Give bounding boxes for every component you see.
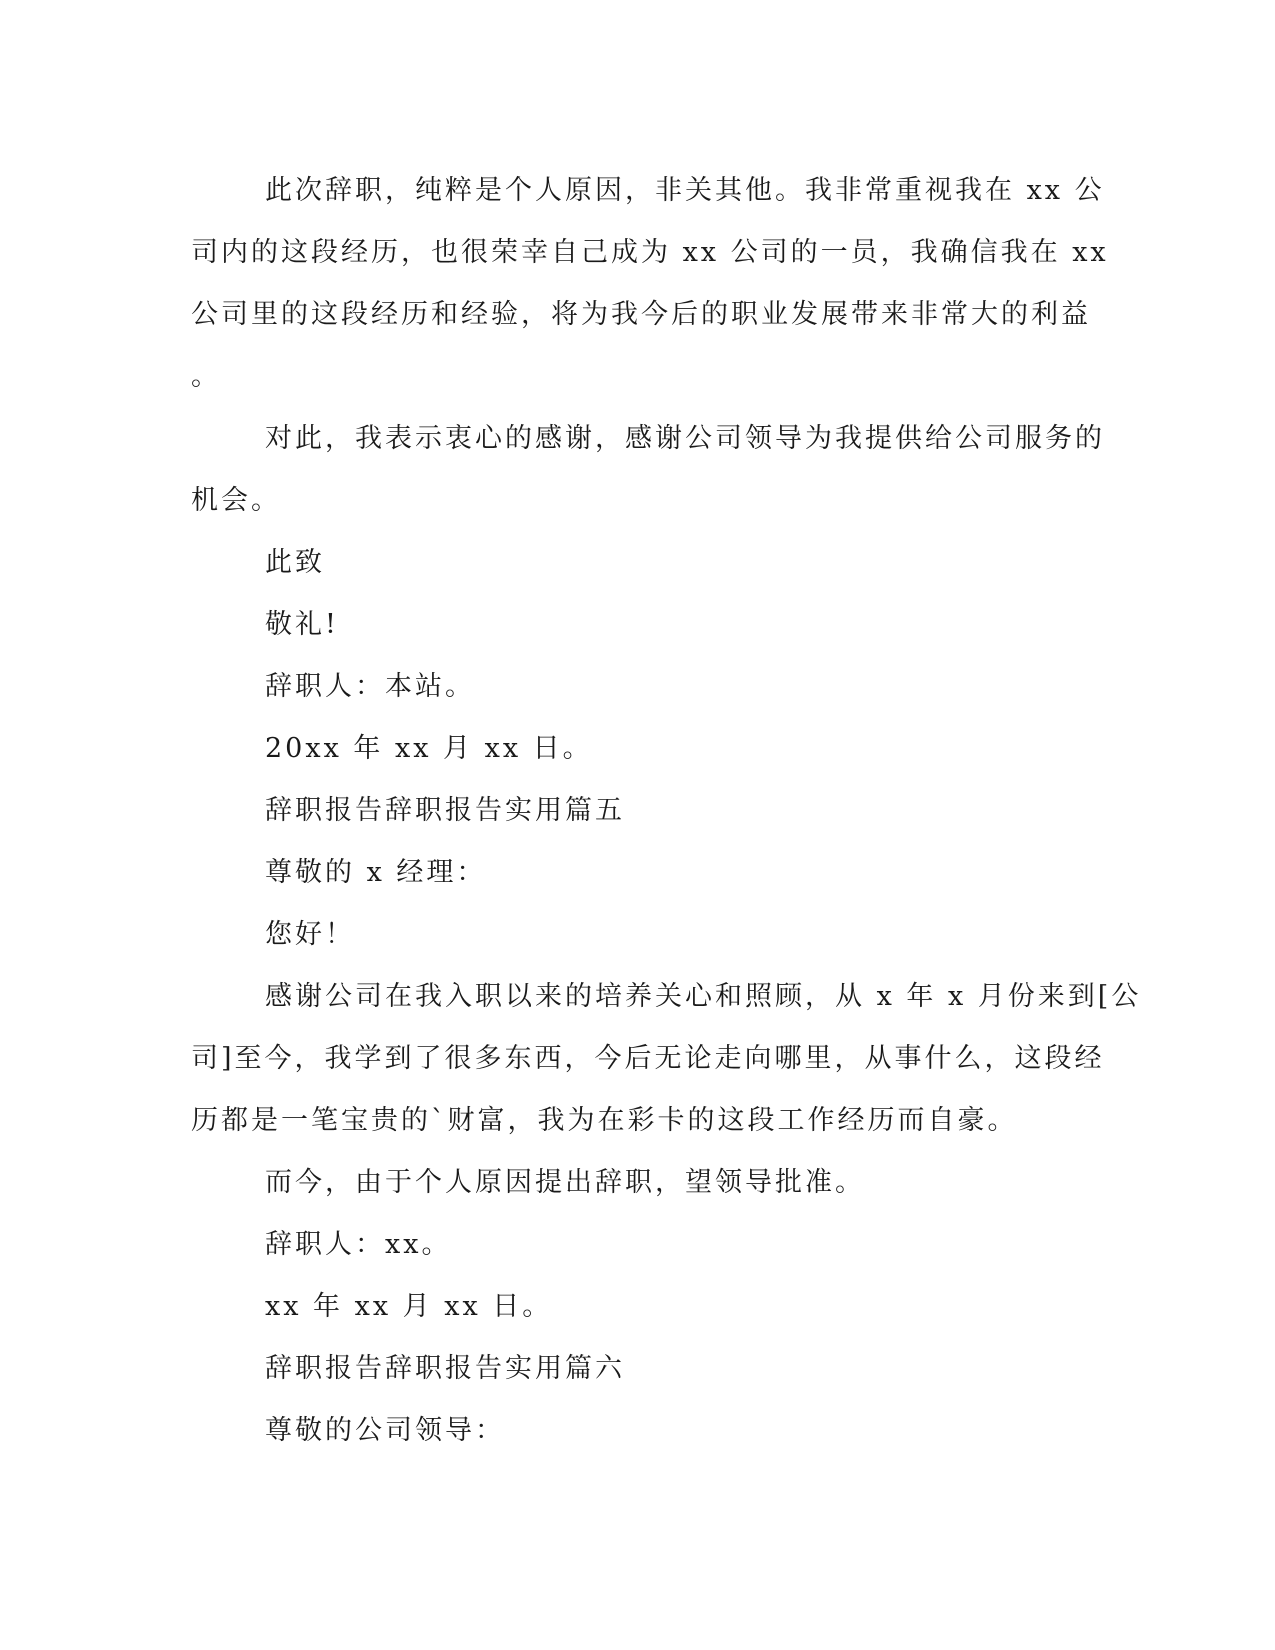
text-line: 对此，我表示衷心的感谢，感谢公司领导为我提供给公司服务的 xyxy=(265,423,1105,454)
request-line: 而今，由于个人原因提出辞职，望领导批准。 xyxy=(265,1167,865,1198)
text-line: 司内的这段经历，也很荣幸自己成为 xx 公司的一员，我确信我在 xx xyxy=(191,237,1109,268)
paragraph-reason xyxy=(191,160,1109,408)
addressee-line: 尊敬的 x 经理： xyxy=(265,857,487,888)
text-line: 此次辞职，纯粹是个人原因，非关其他。我非常重视我在 xx 公 xyxy=(265,175,1105,206)
paragraph-gratitude xyxy=(191,966,1142,1152)
text-line: 公司里的这段经历和经验，将为我今后的职业发展带来非常大的利益 xyxy=(191,299,1091,330)
text-line: 感谢公司在我入职以来的培养关心和照顾，从 x 年 x 月份来到[公 xyxy=(265,981,1142,1012)
text-line: 司]至今，我学到了很多东西，今后无论走向哪里，从事什么，这段经 xyxy=(191,1043,1105,1074)
salute-line: 敬礼! xyxy=(265,609,339,640)
date-line: xx 年 xx 月 xx 日。 xyxy=(265,1291,553,1322)
signer-line: 辞职人：本站。 xyxy=(265,671,475,702)
document-body xyxy=(191,160,1142,1462)
text-line: 。 xyxy=(191,361,221,392)
paragraph-thanks xyxy=(191,408,1105,532)
text-line: 机会。 xyxy=(191,485,281,516)
text-line: 历都是一笔宝贵的`财富，我为在彩卡的这段工作经历而自豪。 xyxy=(191,1105,1018,1136)
signer-line: 辞职人：xx。 xyxy=(265,1229,452,1260)
addressee-line: 尊敬的公司领导： xyxy=(265,1415,505,1446)
section-heading: 辞职报告辞职报告实用篇六 xyxy=(265,1353,625,1384)
greeting-line: 您好！ xyxy=(265,919,355,950)
section-heading: 辞职报告辞职报告实用篇五 xyxy=(265,795,625,826)
closing-line: 此致 xyxy=(265,547,325,578)
date-line: 20xx 年 xx 月 xx 日。 xyxy=(265,733,593,764)
